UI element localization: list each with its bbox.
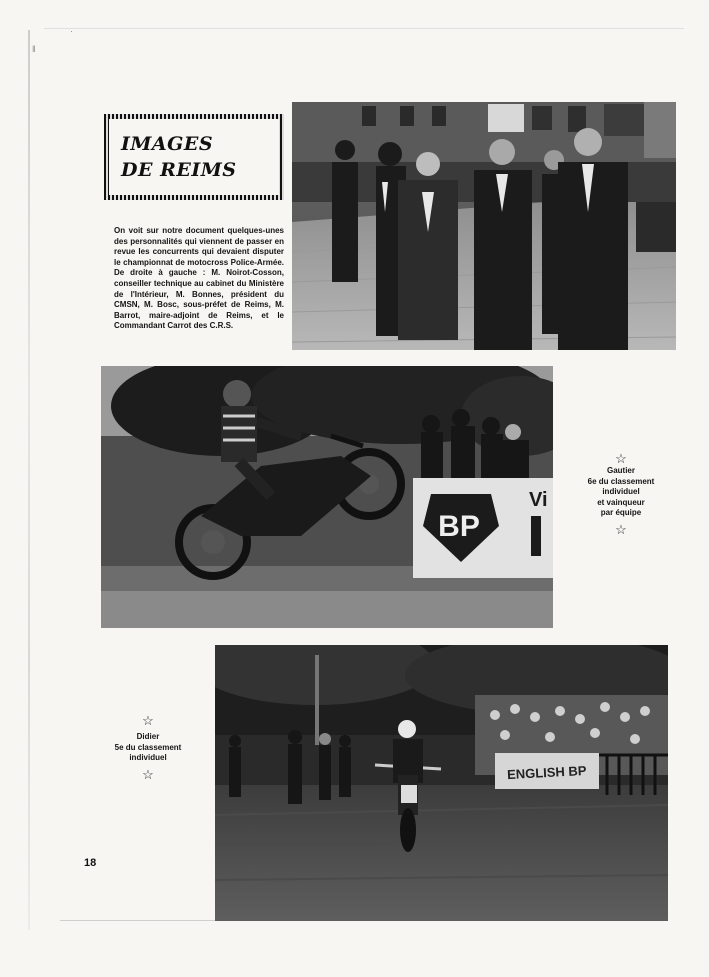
star-icon: ☆ xyxy=(142,766,154,782)
gautier-name: Gautier xyxy=(606,466,635,475)
didier-rank: 5e du classement xyxy=(114,742,182,752)
gautier-caption xyxy=(578,452,664,537)
banner-text: ENGLISH BP xyxy=(506,762,587,783)
page-title-line-2: DE REIMS xyxy=(121,159,237,181)
photo-gautier-jump xyxy=(101,366,553,628)
didier-name: Didier xyxy=(136,732,160,741)
gautier-line-4: et vainqueur xyxy=(597,497,645,507)
gautier-line-3: individuel xyxy=(602,487,640,496)
gautier-line-5: par équipe xyxy=(600,508,642,517)
star-icon: ☆ xyxy=(142,713,154,728)
scan-margin-left xyxy=(28,30,30,930)
page-title-line-1: IMAGES xyxy=(121,133,214,155)
scan-margin-top xyxy=(44,28,684,29)
photo-officials xyxy=(292,102,676,350)
scan-speck: ‖ xyxy=(32,44,36,54)
didier-line-3: individuel xyxy=(129,753,167,762)
gautier-rank: 6e du classement xyxy=(587,476,655,486)
officials-caption: On voit sur notre document quelques-unes des personnalités qui viennent de passer en revue les concurrents qui devaient disputer le championnat de motocross Police-Armée. De droite à gauche : M. Noirot-Cosson, conseiller technique au cabinet du Ministère de l'Intérieur, M. Bonnes, président du CMSN, M. Bosc, sous-préfet de Reims, M. Barrot, maire-adjoint de Reims, et le Commandant Carrot des C.R.S. xyxy=(114,226,284,331)
star-icon: ☆ xyxy=(615,521,627,537)
bp-sign-text: BP xyxy=(438,510,480,543)
vi-sign-text: Vi xyxy=(529,489,548,511)
title-box xyxy=(104,114,284,200)
photo-didier-track xyxy=(215,645,668,921)
star-icon: ☆ xyxy=(615,451,627,466)
scan-speck: · xyxy=(70,26,73,36)
page-number: 18 xyxy=(84,857,97,869)
didier-caption xyxy=(112,714,184,782)
